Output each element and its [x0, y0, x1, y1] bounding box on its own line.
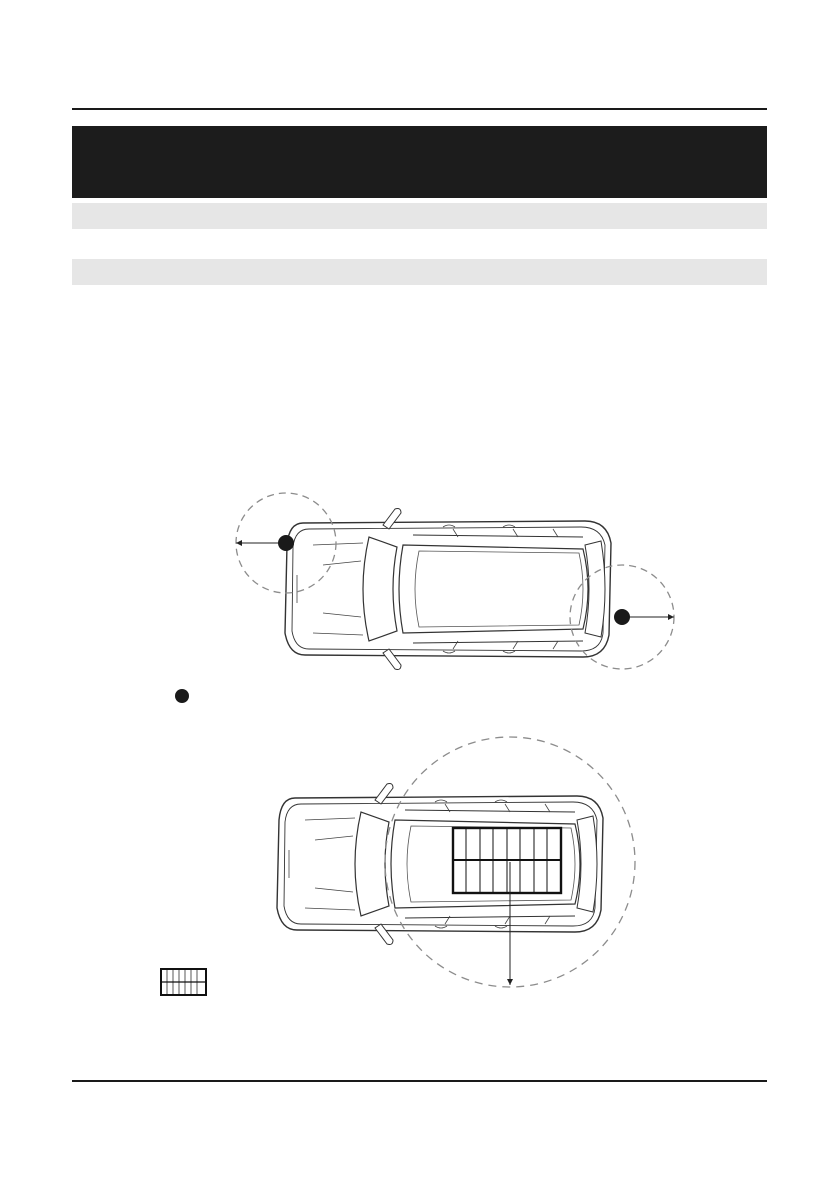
front-antenna-dot	[278, 535, 294, 551]
roof-solar-panel	[453, 828, 561, 893]
bottom-rule	[72, 1080, 767, 1082]
figure-1-vehicle	[285, 509, 611, 670]
legend-antenna-dot-icon	[175, 689, 189, 703]
rear-antenna-dot	[614, 609, 630, 625]
legend-solar-panel-icon	[161, 969, 206, 995]
